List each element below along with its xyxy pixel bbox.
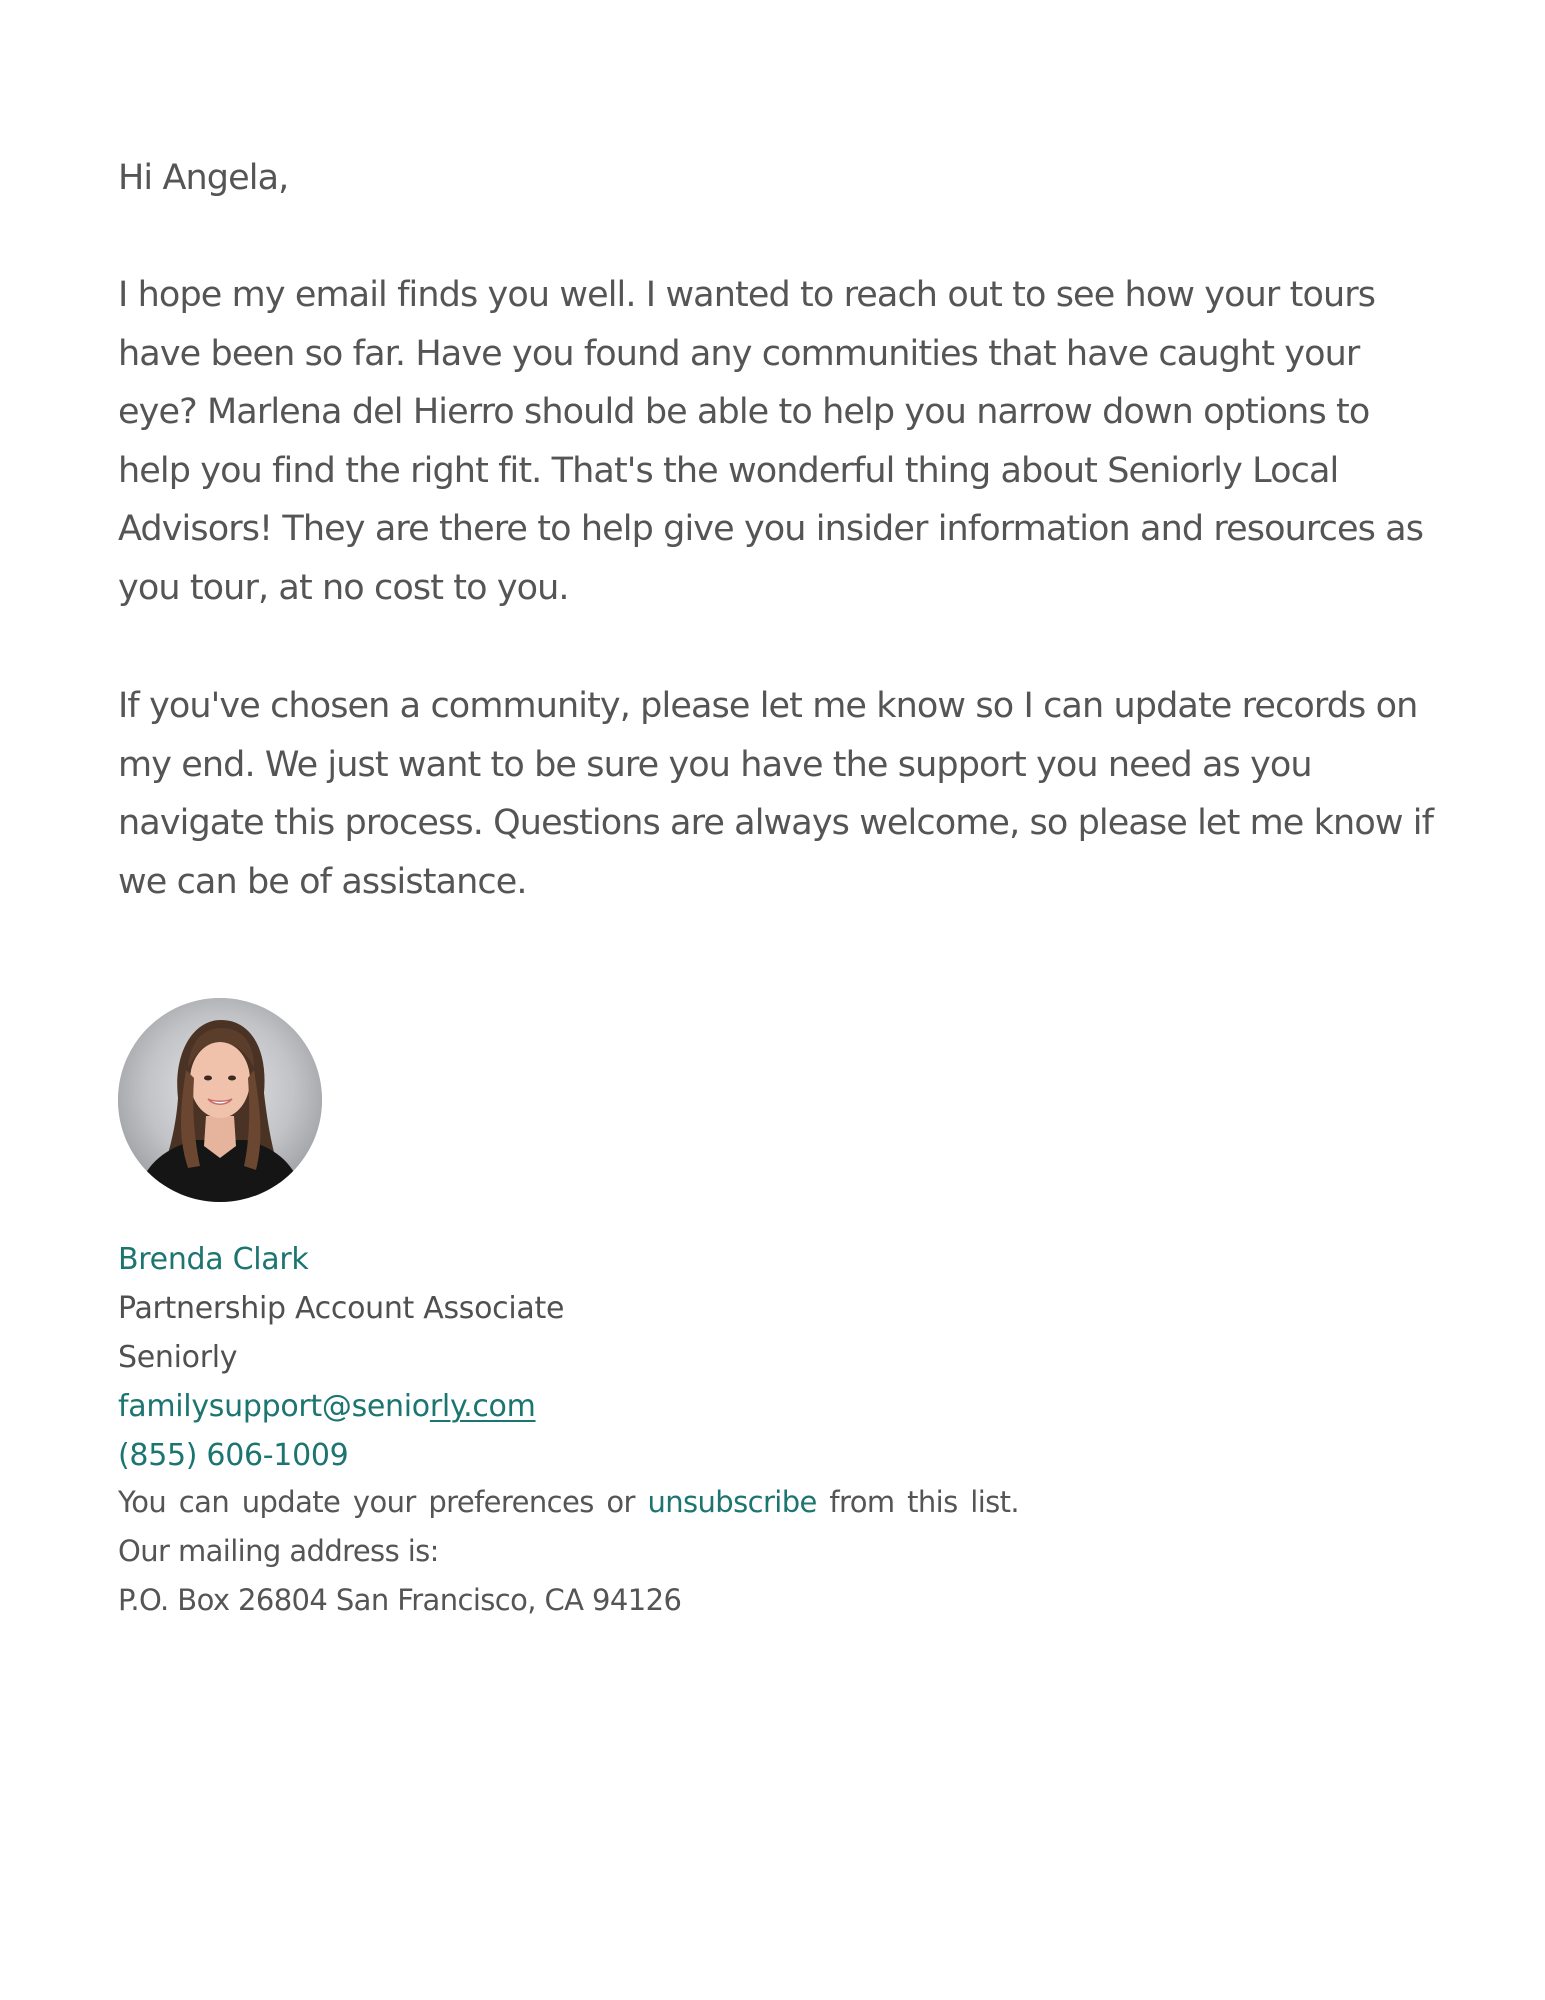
email-link[interactable] bbox=[118, 1389, 536, 1424]
preferences-text-after: from this list. bbox=[816, 1485, 1020, 1519]
body-paragraph-2: If you've chosen a community, please let me know so I can update records on my end. We just want to be sure you have the support you need as you navigate this process. Questions are always welcome, so please let me know if we can be of assistance. bbox=[118, 686, 1434, 902]
preferences-text-before: You can update your preferences or bbox=[118, 1485, 648, 1519]
mailing-address-label: Our mailing address is: bbox=[118, 1534, 439, 1568]
signature-block bbox=[118, 1235, 564, 1480]
signature-name: Brenda Clark bbox=[118, 1242, 309, 1277]
unsubscribe-link[interactable]: unsubscribe bbox=[647, 1485, 817, 1519]
signature-company: Seniorly bbox=[118, 1340, 238, 1375]
signature-title: Partnership Account Associate bbox=[118, 1291, 565, 1326]
preferences-line bbox=[118, 1478, 1019, 1527]
email-link-text-start[interactable]: familysupport@senio bbox=[118, 1389, 430, 1424]
signature-email-row bbox=[118, 1382, 564, 1431]
email-link-text-end[interactable]: rly.com bbox=[429, 1389, 536, 1424]
phone-link[interactable]: (855) 606-1009 bbox=[118, 1438, 349, 1473]
greeting: Hi Angela, bbox=[118, 158, 289, 198]
avatar bbox=[118, 998, 322, 1202]
avatar-portrait-icon bbox=[118, 998, 322, 1202]
footer bbox=[118, 1478, 1019, 1625]
body-paragraph-1: I hope my email finds you well. I wanted to reach out to see how your tours have been so far. Have you found any communities that have caught your eye? Marlena del Hierro should be able to help you narrow down options to help you find the right fit. That's the wonderful thing about Seniorly Local Advisors! They are there to help give you insider information and resources as you tour, at no cost to you. bbox=[118, 275, 1424, 608]
mailing-address: P.O. Box 26804 San Francisco, CA 94126 bbox=[118, 1583, 682, 1617]
signature-phone-row bbox=[118, 1431, 564, 1480]
